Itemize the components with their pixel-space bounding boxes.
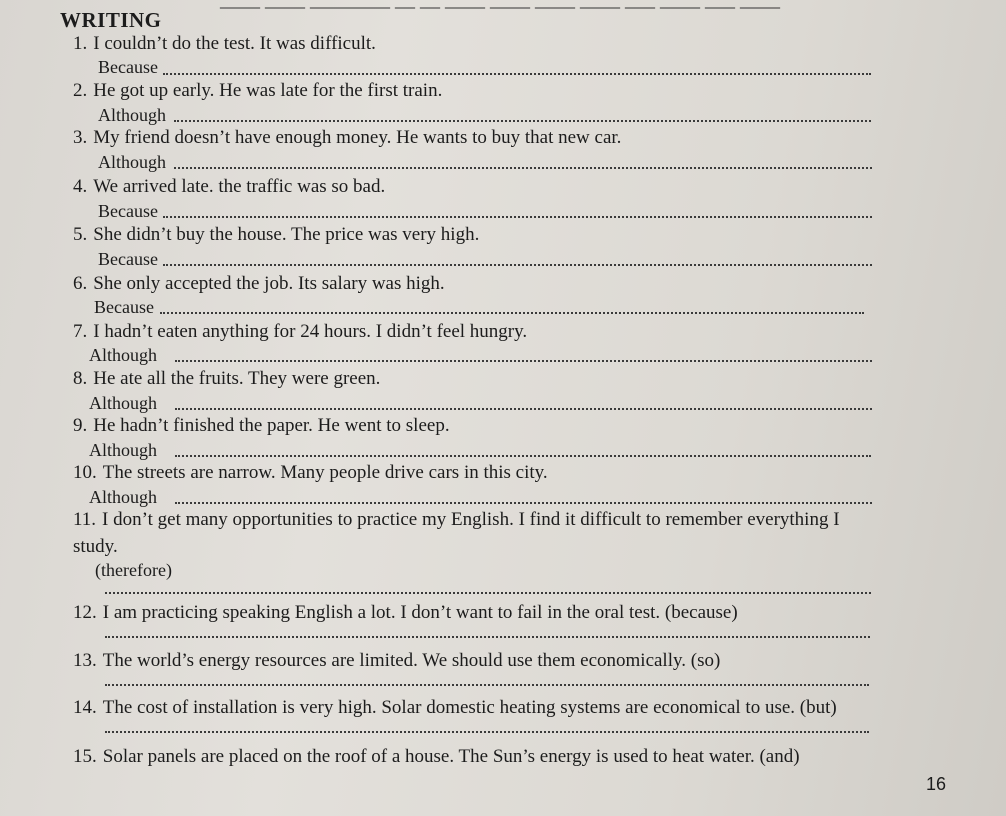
answer-line[interactable]: [175, 455, 871, 457]
item-text: The streets are narrow. Many people drive cars in this city.: [102, 462, 548, 483]
exercise-item: [73, 368, 380, 390]
item-text: He ate all the fruits. They were green.: [93, 368, 381, 389]
answer-line[interactable]: [163, 73, 871, 75]
answer-prompt: Although: [98, 152, 167, 172]
item-number: 14.: [73, 697, 97, 718]
exercise-item: [73, 509, 840, 531]
answer-prompt: Because: [94, 297, 154, 317]
answer-line[interactable]: [163, 216, 872, 218]
answer-line[interactable]: [105, 592, 871, 594]
exercise-item: [73, 415, 450, 437]
cut-off-previous-line: [0, 0, 1006, 11]
item-number: 6.: [73, 273, 88, 294]
exercise-item: [73, 650, 720, 672]
item-number: 5.: [73, 224, 88, 245]
answer-prompt: Although: [89, 440, 158, 460]
exercise-item: [73, 746, 800, 768]
answer-prompt: Because: [98, 201, 158, 221]
item-number: 7.: [73, 321, 88, 342]
item-text: He got up early. He was late for the first train.: [93, 80, 443, 101]
answer-line[interactable]: [175, 502, 872, 504]
item-number: 15.: [73, 746, 97, 767]
item-number: 13.: [73, 650, 97, 671]
answer-line[interactable]: [105, 684, 869, 686]
item-text: She didn’t buy the house. The price was very high.: [93, 224, 480, 245]
exercise-item: [73, 321, 527, 343]
exercise-item: [73, 176, 385, 198]
answer-prompt: Although: [89, 393, 158, 413]
page-number: 16: [926, 774, 947, 794]
exercise-item: [73, 224, 479, 246]
answer-line[interactable]: [160, 312, 864, 314]
answer-line[interactable]: [105, 731, 869, 733]
answer-prompt: Although: [89, 487, 158, 507]
item-text: Solar panels are placed on the roof of a house. The Sun’s energy is used to heat water. (and): [102, 746, 800, 767]
answer-prompt: Although: [98, 105, 167, 125]
item-text: The world’s energy resources are limited. We should use them economically. (so): [102, 650, 721, 671]
item-text: We arrived late. the traffic was so bad.: [93, 176, 386, 197]
item-number: 11.: [73, 509, 97, 530]
exercise-item: [73, 602, 738, 624]
exercise-item: [73, 127, 621, 149]
answer-line[interactable]: [175, 360, 872, 362]
item-number: 4.: [73, 176, 88, 197]
item-number: 12.: [73, 602, 97, 623]
answer-line[interactable]: [105, 636, 870, 638]
exercise-item: [73, 273, 445, 295]
item-text: I hadn’t eaten anything for 24 hours. I didn’t feel hungry.: [93, 321, 528, 342]
item-text: I don’t get many opportunities to practice my English. I find it difficult to remember everything I: [102, 509, 840, 530]
item-number: 2.: [73, 80, 88, 101]
exercise-item: [73, 80, 442, 102]
answer-prompt: Because: [98, 249, 158, 269]
item-text: She only accepted the job. Its salary was high.: [93, 273, 445, 294]
item-text: I am practicing speaking English a lot. I don’t want to fail in the oral test. (because): [102, 602, 738, 623]
answer-line[interactable]: [175, 408, 872, 410]
answer-line[interactable]: [174, 120, 871, 122]
item-text: My friend doesn’t have enough money. He wants to buy that new car.: [93, 127, 622, 148]
item-number: 3.: [73, 127, 88, 148]
exercise-item: [73, 462, 548, 484]
item-text: The cost of installation is very high. Solar domestic heating systems are economical to use. (but): [102, 697, 837, 718]
item-text-continuation: study.: [73, 536, 118, 557]
item-text: He hadn’t finished the paper. He went to sleep.: [93, 415, 450, 436]
cut-off-text: ____ ____ ________ __ __ ____ ____ ____ ____ ___ ____ ___ ____: [220, 0, 780, 11]
item-text: I couldn’t do the test. It was difficult.: [93, 33, 376, 54]
item-number: 10.: [73, 462, 97, 483]
answer-line[interactable]: [163, 264, 872, 266]
exercise-item: [73, 697, 837, 719]
exercise-item: [73, 33, 376, 55]
item-number: 9.: [73, 415, 88, 436]
answer-prompt: Although: [89, 345, 158, 365]
section-heading: WRITING: [60, 8, 162, 32]
item-number: 8.: [73, 368, 88, 389]
answer-prompt: Because: [98, 57, 158, 77]
answer-line[interactable]: [174, 167, 872, 169]
item-number: 1.: [73, 33, 88, 54]
answer-prompt: (therefore): [95, 560, 172, 580]
